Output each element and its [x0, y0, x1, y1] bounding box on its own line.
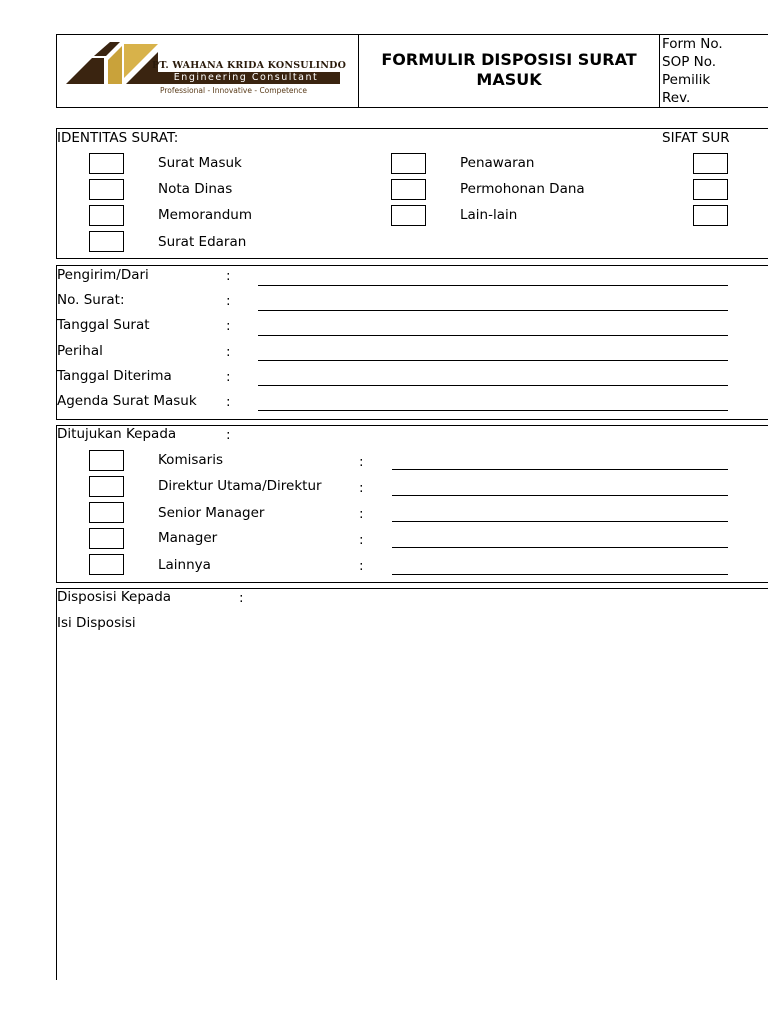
ditujukan-label: Ditujukan Kepada [57, 426, 177, 442]
field-input-perihal[interactable] [258, 360, 728, 361]
company-logo [64, 40, 354, 102]
recipient-input-komisaris[interactable] [392, 469, 728, 470]
logo-mark-icon [64, 40, 164, 86]
option-memorandum: Memorandum [158, 207, 253, 223]
recipient-direktur: Direktur Utama/Direktur [158, 478, 322, 494]
field-input-agenda[interactable] [258, 410, 728, 411]
checkbox-nota-dinas[interactable] [89, 179, 124, 200]
checkbox-sifat-3[interactable] [693, 205, 728, 226]
option-lain-lain: Lain-lain [460, 207, 518, 223]
disposisi-label: Disposisi Kepada [57, 589, 172, 605]
option-surat-masuk: Surat Masuk [158, 155, 242, 171]
company-name: PT. WAHANA KRIDA KONSULINDO [152, 60, 347, 71]
identitas-label: IDENTITAS SURAT: [57, 130, 179, 146]
header-divider-2 [659, 34, 660, 108]
recipient-input-lainnya[interactable] [392, 574, 728, 575]
field-input-no-surat[interactable] [258, 310, 728, 311]
checkbox-lain-lain[interactable] [391, 205, 426, 226]
option-surat-edaran: Surat Edaran [158, 234, 247, 250]
recipient-input-manager[interactable] [392, 547, 728, 548]
recipient-colon: : [359, 506, 364, 522]
field-label-no-surat: No. Surat: [57, 292, 125, 308]
checkbox-surat-edaran[interactable] [89, 231, 124, 252]
field-colon: : [226, 344, 231, 360]
ditujukan-colon: : [226, 427, 231, 443]
recipient-komisaris: Komisaris [158, 452, 223, 468]
sifat-label: SIFAT SUR [662, 130, 730, 146]
disposisi-colon: : [239, 590, 244, 606]
recipient-input-senior-manager[interactable] [392, 521, 728, 522]
checkbox-manager[interactable] [89, 528, 124, 549]
recipient-senior-manager: Senior Manager [158, 505, 265, 521]
checkbox-sifat-2[interactable] [693, 179, 728, 200]
title-line-2: MASUK [476, 70, 542, 89]
meta-form-no: Form No. [662, 36, 723, 52]
meta-pemilik: Pemilik [662, 72, 711, 88]
field-label-tanggal-surat: Tanggal Surat [57, 317, 150, 333]
checkbox-penawaran[interactable] [391, 153, 426, 174]
recipient-input-direktur[interactable] [392, 495, 728, 496]
title-line-1: FORMULIR DISPOSISI SURAT [381, 50, 637, 69]
field-colon: : [226, 318, 231, 334]
checkbox-lainnya[interactable] [89, 554, 124, 575]
recipient-manager: Manager [158, 530, 218, 546]
option-permohonan-dana: Permohonan Dana [460, 181, 585, 197]
recipient-colon: : [359, 480, 364, 496]
checkbox-direktur[interactable] [89, 476, 124, 497]
meta-rev: Rev. [662, 90, 691, 106]
recipient-lainnya: Lainnya [158, 557, 211, 573]
page-title [359, 50, 659, 90]
meta-sop-no: SOP No. [662, 54, 717, 70]
checkbox-senior-manager[interactable] [89, 502, 124, 523]
field-label-tanggal-diterima: Tanggal Diterima [57, 368, 172, 384]
field-label-pengirim: Pengirim/Dari [57, 267, 149, 283]
recipient-colon: : [359, 558, 364, 574]
field-input-pengirim[interactable] [258, 285, 728, 286]
checkbox-memorandum[interactable] [89, 205, 124, 226]
company-tagline: Professional - Innovative - Competence [160, 86, 307, 95]
checkbox-komisaris[interactable] [89, 450, 124, 471]
field-input-tanggal-diterima[interactable] [258, 385, 728, 386]
checkbox-permohonan-dana[interactable] [391, 179, 426, 200]
option-nota-dinas: Nota Dinas [158, 181, 233, 197]
field-label-perihal: Perihal [57, 343, 103, 359]
checkbox-surat-masuk[interactable] [89, 153, 124, 174]
recipient-colon: : [359, 454, 364, 470]
recipient-colon: : [359, 532, 364, 548]
field-colon: : [226, 394, 231, 410]
isi-disposisi-area[interactable] [60, 636, 760, 966]
field-input-tanggal-surat[interactable] [258, 335, 728, 336]
field-colon: : [226, 369, 231, 385]
field-colon: : [226, 268, 231, 284]
field-label-agenda: Agenda Surat Masuk [57, 393, 197, 409]
company-subtitle: Engineering Consultant [152, 72, 340, 84]
isi-disposisi-label: Isi Disposisi [57, 615, 136, 631]
field-colon: : [226, 293, 231, 309]
option-penawaran: Penawaran [460, 155, 535, 171]
checkbox-sifat-1[interactable] [693, 153, 728, 174]
